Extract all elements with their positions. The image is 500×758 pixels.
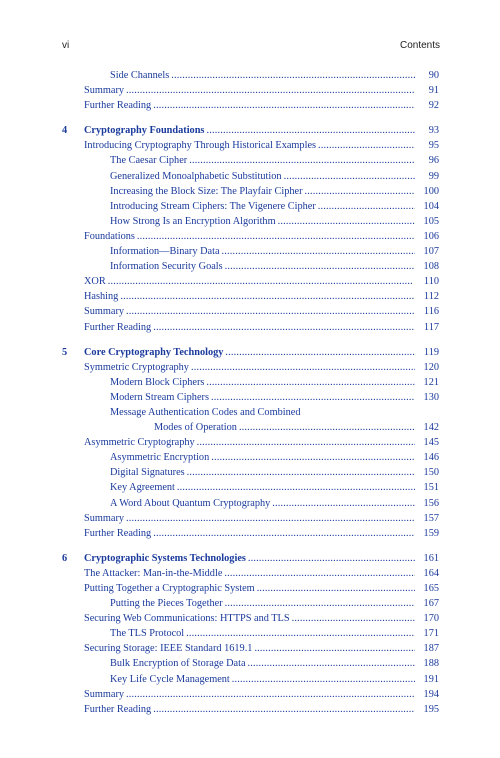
dot-leader bbox=[248, 551, 415, 566]
chapter-number: 5 bbox=[62, 346, 68, 358]
toc-entry-line bbox=[110, 68, 439, 83]
toc-page-number[interactable]: 120 bbox=[423, 361, 439, 373]
toc-entry[interactable] bbox=[62, 375, 439, 390]
toc-entry-line bbox=[84, 289, 439, 304]
dot-leader bbox=[126, 83, 415, 98]
chapter-number: 4 bbox=[62, 125, 68, 137]
dot-leader bbox=[248, 656, 415, 671]
toc-page-number[interactable]: 90 bbox=[428, 70, 439, 81]
toc-entry-line bbox=[84, 526, 439, 541]
dot-leader bbox=[153, 702, 415, 717]
toc-entry-title[interactable]: Putting Together a Cryptographic System bbox=[84, 583, 255, 594]
toc-entry[interactable] bbox=[62, 138, 439, 153]
dot-leader bbox=[211, 390, 415, 405]
toc-entry[interactable] bbox=[62, 641, 439, 656]
toc-entry-title[interactable]: The Attacker: Man-in-the-Middle bbox=[84, 567, 223, 579]
toc-page-number[interactable]: 107 bbox=[423, 246, 439, 258]
toc-entry-line bbox=[110, 596, 439, 611]
toc-page-number[interactable]: 110 bbox=[423, 276, 439, 288]
toc-page-number[interactable]: 157 bbox=[423, 512, 439, 524]
dot-leader bbox=[191, 360, 415, 375]
toc-entry[interactable] bbox=[62, 169, 439, 184]
toc-entry-line bbox=[110, 244, 439, 259]
toc-entry-line bbox=[84, 138, 439, 153]
toc-entry[interactable] bbox=[62, 566, 439, 581]
toc-entry-line bbox=[84, 581, 439, 596]
toc-entry[interactable] bbox=[62, 304, 439, 319]
toc-page-number[interactable]: 108 bbox=[423, 261, 439, 273]
toc-entry-title[interactable]: Introducing Cryptography Through Historical Examples bbox=[84, 140, 317, 152]
toc-entry[interactable] bbox=[62, 526, 439, 541]
page-number: vi bbox=[62, 40, 70, 51]
toc-entry-title[interactable]: A Word About Quantum Cryptography bbox=[110, 497, 271, 509]
toc-page-number[interactable]: 150 bbox=[423, 467, 439, 479]
toc-chapter-entry[interactable] bbox=[62, 123, 439, 138]
dot-leader bbox=[186, 626, 415, 641]
toc-entry[interactable] bbox=[62, 687, 439, 702]
toc-entry-title[interactable]: Key Agreement bbox=[110, 482, 175, 494]
toc-entry-line bbox=[84, 566, 439, 581]
dot-leader bbox=[187, 465, 415, 480]
dot-leader bbox=[171, 68, 415, 83]
toc-entry-line bbox=[84, 702, 439, 717]
toc-entry[interactable] bbox=[62, 672, 439, 687]
toc-entry-title[interactable]: Key Life Cycle Management bbox=[110, 673, 230, 685]
toc-entry-title[interactable]: Digital Signatures bbox=[110, 467, 185, 479]
toc-entry-line bbox=[84, 345, 439, 360]
toc-page-number[interactable]: 187 bbox=[423, 643, 439, 655]
toc-entry[interactable] bbox=[62, 702, 439, 717]
section-gap bbox=[62, 113, 439, 123]
toc-entry-title[interactable]: XOR bbox=[84, 276, 106, 288]
toc-entry-title[interactable]: Further Reading bbox=[84, 321, 152, 333]
toc-page-number[interactable]: 145 bbox=[423, 437, 439, 449]
dot-leader bbox=[318, 138, 415, 153]
toc-page-number[interactable]: 96 bbox=[428, 155, 439, 167]
toc-entry-line bbox=[84, 83, 439, 98]
toc-entry[interactable] bbox=[62, 199, 439, 214]
toc-page-number[interactable]: 161 bbox=[423, 552, 439, 564]
toc-entry[interactable] bbox=[62, 244, 439, 259]
toc-entry-line bbox=[84, 304, 439, 319]
toc-entry[interactable] bbox=[62, 153, 439, 168]
toc-page-number[interactable]: 92 bbox=[428, 100, 439, 112]
dot-leader bbox=[211, 450, 415, 465]
toc-entry-line bbox=[110, 259, 439, 274]
dot-leader bbox=[318, 199, 415, 214]
dot-leader bbox=[272, 496, 415, 511]
toc-page-number[interactable]: 142 bbox=[423, 422, 439, 434]
toc-entry-line bbox=[110, 405, 439, 420]
toc-page-number[interactable]: 151 bbox=[423, 482, 439, 494]
toc-entry-line bbox=[84, 611, 439, 626]
toc-page-number[interactable]: 171 bbox=[423, 628, 439, 640]
toc-entry[interactable] bbox=[62, 511, 439, 526]
toc-entry-title[interactable]: Securing Web Communications: HTTPS and TLS bbox=[84, 613, 290, 625]
toc-entry-title[interactable]: Putting the Pieces Together bbox=[110, 598, 223, 610]
dot-leader bbox=[225, 596, 415, 611]
toc-entry-title[interactable]: Asymmetric Encryption bbox=[110, 452, 210, 464]
toc-entry[interactable] bbox=[62, 274, 439, 289]
dot-leader bbox=[254, 641, 415, 656]
toc-entry[interactable] bbox=[62, 214, 439, 229]
dot-leader bbox=[206, 375, 415, 390]
toc-page-number[interactable]: 119 bbox=[423, 346, 439, 358]
toc-entry[interactable] bbox=[62, 289, 439, 304]
toc-entry[interactable] bbox=[62, 360, 439, 375]
toc-entry-line bbox=[110, 375, 439, 390]
dot-leader bbox=[284, 169, 415, 184]
toc-entry[interactable] bbox=[62, 465, 439, 480]
toc-entry[interactable] bbox=[62, 611, 439, 626]
dot-leader bbox=[239, 420, 415, 435]
toc-page-number[interactable]: 112 bbox=[423, 291, 439, 303]
toc-entry[interactable] bbox=[62, 184, 439, 199]
toc-page-number[interactable]: 117 bbox=[423, 321, 439, 333]
toc-entry-title[interactable]: Securing Storage: IEEE Standard 1619.1 bbox=[84, 643, 253, 655]
dot-leader bbox=[224, 566, 415, 581]
toc-entry-line bbox=[84, 274, 439, 289]
toc-entry-title[interactable]: Further Reading bbox=[84, 527, 152, 539]
toc-entry[interactable] bbox=[62, 405, 439, 420]
toc-entry-line bbox=[110, 672, 439, 687]
section-gap bbox=[62, 335, 439, 345]
toc-entry-title[interactable]: Summary bbox=[84, 512, 125, 524]
toc-entry-title[interactable]: Summary bbox=[84, 85, 125, 97]
toc-entry-line bbox=[84, 687, 439, 702]
toc-entry[interactable] bbox=[62, 450, 439, 465]
toc-entry[interactable] bbox=[62, 420, 439, 435]
toc-page-number[interactable]: 167 bbox=[423, 598, 439, 610]
toc-entry[interactable] bbox=[62, 98, 439, 113]
toc-page-number[interactable]: 159 bbox=[423, 527, 439, 539]
dot-leader bbox=[108, 274, 415, 289]
toc-entry-line bbox=[84, 98, 439, 113]
toc-entry-line bbox=[110, 465, 439, 480]
toc-entry[interactable] bbox=[62, 596, 439, 611]
toc-page-number[interactable]: 156 bbox=[423, 497, 439, 509]
toc-entry-line bbox=[110, 184, 439, 199]
toc-page-number[interactable]: 121 bbox=[423, 376, 439, 388]
toc-entry-line bbox=[84, 360, 439, 375]
toc-entry[interactable] bbox=[62, 320, 439, 335]
toc-entry-title[interactable]: The TLS Protocol bbox=[110, 628, 185, 640]
toc-entry-title[interactable]: Modern Block Ciphers bbox=[110, 376, 205, 388]
toc-entry-title[interactable]: Message Authentication Codes and Combined bbox=[110, 406, 301, 418]
toc-entry[interactable] bbox=[62, 435, 439, 450]
toc-entry-title[interactable]: Generalized Monoalphabetic Substitution bbox=[110, 170, 282, 182]
toc-entry[interactable] bbox=[62, 626, 439, 641]
dot-leader bbox=[292, 611, 415, 626]
toc-entry-title[interactable]: Foundations bbox=[84, 230, 135, 242]
toc-entry-title[interactable]: How Strong Is an Encryption Algorithm bbox=[110, 215, 276, 227]
toc-entry-title[interactable]: Information—Binary Data bbox=[110, 246, 220, 258]
toc-page-number[interactable]: 146 bbox=[423, 452, 439, 464]
toc-page-number[interactable]: 191 bbox=[423, 673, 439, 685]
toc-entry-title[interactable]: Summary bbox=[84, 688, 125, 700]
toc-page-number[interactable]: 188 bbox=[423, 658, 439, 670]
toc-entry-title[interactable]: Symmetric Cryptography bbox=[84, 361, 189, 373]
toc-entry-line bbox=[110, 199, 439, 214]
toc-page-number[interactable]: 106 bbox=[423, 230, 439, 242]
toc-entry-title[interactable]: Modes of Operation bbox=[154, 422, 237, 434]
toc-entry-title[interactable]: Increasing the Block Size: The Playfair Cipher bbox=[110, 185, 303, 197]
toc-entry[interactable] bbox=[62, 581, 439, 596]
dot-leader bbox=[232, 672, 415, 687]
toc-page-number[interactable]: 164 bbox=[423, 567, 439, 579]
dot-leader bbox=[177, 480, 415, 495]
toc-entry-line bbox=[110, 480, 439, 495]
toc-page-number[interactable]: 195 bbox=[423, 703, 439, 715]
toc-entry-line bbox=[154, 420, 439, 435]
toc-entry-line bbox=[84, 320, 439, 335]
toc-entry[interactable] bbox=[62, 390, 439, 405]
toc-entry-line bbox=[84, 123, 439, 138]
dot-leader bbox=[153, 98, 415, 113]
toc-page-number[interactable]: 100 bbox=[423, 185, 439, 197]
dot-leader bbox=[126, 304, 415, 319]
toc-page-number[interactable]: 99 bbox=[428, 170, 439, 182]
toc-entry-title[interactable]: Bulk Encryption of Storage Data bbox=[110, 658, 246, 670]
toc-page-number[interactable]: 170 bbox=[423, 613, 439, 625]
toc-entry-title[interactable]: Core Cryptography Technology bbox=[84, 346, 224, 358]
dot-leader bbox=[305, 184, 415, 199]
toc-page-number[interactable]: 130 bbox=[423, 391, 439, 403]
toc-entry-line bbox=[110, 214, 439, 229]
toc-entry[interactable] bbox=[62, 496, 439, 511]
toc-entry-line bbox=[110, 390, 439, 405]
toc-entry-line bbox=[110, 656, 439, 671]
running-header bbox=[62, 40, 440, 54]
toc-entry-title[interactable]: The Caesar Cipher bbox=[110, 155, 188, 167]
toc-chapter-entry[interactable] bbox=[62, 551, 439, 566]
toc-page-number[interactable]: 93 bbox=[428, 125, 439, 137]
toc-entry-title[interactable]: Hashing bbox=[84, 291, 119, 303]
toc-entry-line bbox=[84, 551, 439, 566]
toc-page-number[interactable]: 116 bbox=[423, 306, 439, 318]
dot-leader bbox=[278, 214, 415, 229]
toc-page-number[interactable]: 194 bbox=[423, 688, 439, 700]
toc-page-number[interactable]: 105 bbox=[423, 215, 439, 227]
toc-page-number[interactable]: 95 bbox=[428, 140, 439, 152]
toc-entry-title[interactable]: Summary bbox=[84, 306, 125, 318]
chapter-number: 6 bbox=[62, 552, 68, 564]
toc-entry-title[interactable]: Cryptography Foundations bbox=[84, 125, 205, 137]
dot-leader bbox=[126, 511, 415, 526]
toc-entry[interactable] bbox=[62, 83, 439, 98]
toc-entry[interactable] bbox=[62, 229, 439, 244]
toc-page-number[interactable]: 165 bbox=[423, 583, 439, 594]
toc-entry-title[interactable]: Information Security Goals bbox=[110, 261, 223, 273]
dot-leader bbox=[225, 259, 415, 274]
dot-leader bbox=[153, 320, 415, 335]
toc-entry-title[interactable]: Cryptographic Systems Technologies bbox=[84, 552, 246, 564]
dot-leader bbox=[197, 435, 415, 450]
toc-entry[interactable] bbox=[62, 68, 439, 83]
toc-entry[interactable] bbox=[62, 656, 439, 671]
toc-entry-line bbox=[84, 511, 439, 526]
toc-entry-title[interactable]: Side Channels bbox=[110, 70, 170, 81]
toc-entry-line bbox=[84, 641, 439, 656]
toc-chapter-entry[interactable] bbox=[62, 345, 439, 360]
dot-leader bbox=[257, 581, 415, 596]
section-gap bbox=[62, 541, 439, 551]
dot-leader bbox=[126, 687, 415, 702]
toc-entry-line bbox=[110, 496, 439, 511]
dot-leader bbox=[225, 345, 415, 360]
toc-entry-title[interactable]: Modern Stream Ciphers bbox=[110, 391, 209, 403]
running-title: Contents bbox=[399, 40, 440, 51]
toc-entry-line bbox=[110, 169, 439, 184]
toc-page-number[interactable]: 104 bbox=[423, 200, 439, 212]
toc-entry-title[interactable]: Introducing Stream Ciphers: The Vigenere Cipher bbox=[110, 200, 316, 212]
toc-entry-line bbox=[84, 435, 439, 450]
toc-entry-title[interactable]: Further Reading bbox=[84, 100, 152, 112]
dot-leader bbox=[189, 153, 415, 168]
toc-entry[interactable] bbox=[62, 480, 439, 495]
toc-entry[interactable] bbox=[62, 259, 439, 274]
dot-leader bbox=[137, 229, 415, 244]
toc-entry-line bbox=[110, 153, 439, 168]
toc-page-number[interactable]: 91 bbox=[428, 85, 439, 97]
dot-leader bbox=[222, 244, 415, 259]
toc-entry-title[interactable]: Asymmetric Cryptography bbox=[84, 437, 195, 449]
dot-leader bbox=[120, 289, 415, 304]
toc-entry-line bbox=[110, 626, 439, 641]
toc-entry-title[interactable]: Further Reading bbox=[84, 703, 152, 715]
dot-leader bbox=[153, 526, 415, 541]
toc-entry-line bbox=[84, 229, 439, 244]
dot-leader bbox=[206, 123, 415, 138]
toc-entry-line bbox=[110, 450, 439, 465]
table-of-contents bbox=[62, 68, 439, 717]
